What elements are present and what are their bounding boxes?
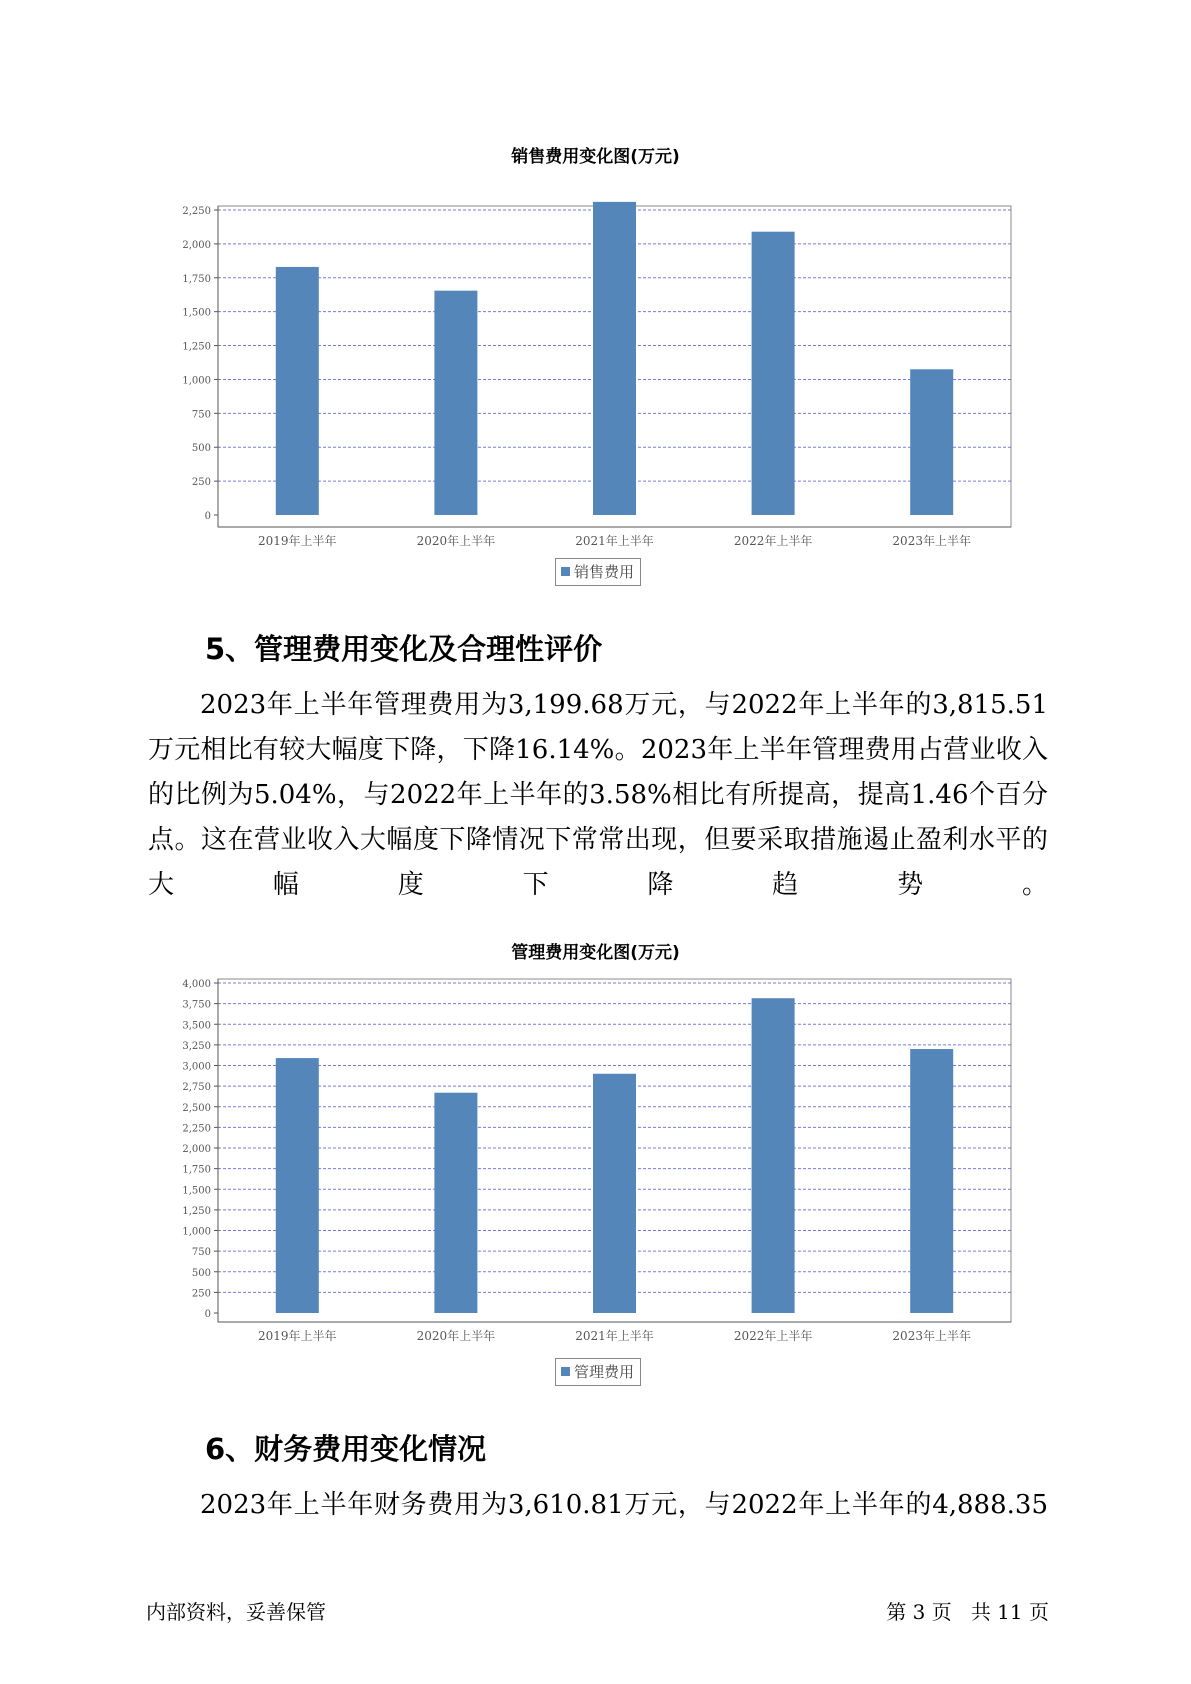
chart1-bar [910, 369, 953, 515]
chart2-bar [593, 1074, 636, 1313]
chart1-x-tick-label: 2020年上半年 [416, 534, 496, 548]
footer-left: 内部资料，妥善保管 [146, 1600, 326, 1624]
chart2-x-tick-label: 2019年上半年 [258, 1329, 337, 1343]
chart2-x-tick-label: 2020年上半年 [416, 1329, 496, 1343]
chart1-bar-chart [0, 170, 1191, 548]
chart1-y-tick-label: 1,250 [182, 341, 211, 353]
chart1-y-tick-label: 2,250 [182, 206, 211, 217]
chart2-y-tick-label: 2,500 [182, 1102, 211, 1114]
chart1-y-tick-label: 1,750 [182, 273, 211, 285]
legend-swatch [561, 1367, 570, 1376]
chart1-y-tick-label: 0 [204, 511, 211, 522]
chart2-legend [555, 1358, 641, 1386]
chart1-y-tick-label: 2,000 [182, 239, 211, 251]
chart1-bar [434, 291, 477, 515]
chart1-x-tick-label: 2023年上半年 [892, 534, 971, 548]
chart1-x-tick-label: 2021年上半年 [575, 534, 654, 548]
chart1-y-tick-label: 500 [191, 443, 211, 455]
chart2-y-tick-label: 0 [204, 1309, 211, 1320]
chart2-bar-chart [0, 965, 1191, 1343]
legend-swatch [561, 567, 570, 576]
chart1-bar [752, 232, 795, 515]
chart2-y-tick-label: 1,750 [182, 1164, 211, 1176]
chart2-bar [434, 1093, 477, 1313]
section6-heading: 6、财务费用变化情况 [205, 1432, 487, 1466]
chart1-y-tick-label: 250 [191, 477, 211, 489]
chart2-y-tick-label: 1,500 [182, 1185, 211, 1197]
chart2-x-tick-label: 2022年上半年 [733, 1329, 813, 1343]
chart1-legend [555, 558, 641, 586]
chart2-y-tick-label: 3,000 [182, 1061, 211, 1073]
chart2-legend-label: 管理费用 [574, 1363, 635, 1381]
chart1-y-tick-label: 750 [191, 409, 211, 421]
chart1-bar [593, 202, 636, 515]
chart1-bar [276, 267, 319, 515]
chart2-y-tick-label: 2,750 [182, 1082, 211, 1094]
chart1-title: 销售费用变化图(万元) [511, 147, 680, 167]
chart1-y-tick-label: 1,000 [182, 375, 211, 387]
chart2-title: 管理费用变化图(万元) [511, 943, 680, 963]
chart2-y-tick-label: 1,000 [182, 1226, 211, 1238]
chart2-x-tick-label: 2021年上半年 [575, 1329, 654, 1343]
chart1-legend-label: 销售费用 [574, 563, 635, 581]
footer-page-number: 第 3 页 共 11 页 [886, 1600, 1049, 1624]
section6-paragraph: 2023年上半年财务费用为3,610.81万元，与2022年上半年的4,888.35 [200, 1490, 1048, 1520]
chart1-y-tick-label: 1,500 [182, 307, 211, 319]
chart2-y-tick-label: 2,250 [182, 1123, 211, 1135]
chart2-y-tick-label: 3,250 [182, 1040, 211, 1052]
chart2-y-tick-label: 250 [191, 1288, 211, 1300]
chart2-y-tick-label: 500 [191, 1267, 211, 1279]
chart1-x-tick-label: 2019年上半年 [258, 534, 337, 548]
chart2-y-tick-label: 2,000 [182, 1144, 211, 1155]
chart2-y-tick-label: 3,500 [182, 1020, 211, 1032]
chart2-y-tick-label: 750 [191, 1247, 211, 1259]
chart2-bar [752, 998, 795, 1313]
chart2-bar [910, 1049, 953, 1313]
chart2-x-tick-label: 2023年上半年 [892, 1329, 971, 1343]
section5-paragraph: 2023年上半年管理费用为3,199.68万元，与2022年上半年的3,815.51万元相比有较大幅度下降，下降16.14%。2023年上半年管理费用占营业收入的比例为5.04%，与2022年上半年的3.58%相比有所提高，提高1.46个百分点。这在营业收入大幅度下降情况下常常出现，但要采取措施遏止盈利水平的大幅度下降趋势。 [148, 690, 1048, 900]
chart2-y-tick-label: 3,750 [182, 999, 211, 1011]
chart2-y-tick-label: 4,000 [182, 979, 211, 990]
chart2-bar [276, 1058, 319, 1313]
chart1-x-tick-label: 2022年上半年 [733, 534, 813, 548]
chart2-y-tick-label: 1,250 [182, 1205, 211, 1217]
section5-heading: 5、管理费用变化及合理性评价 [205, 632, 603, 666]
